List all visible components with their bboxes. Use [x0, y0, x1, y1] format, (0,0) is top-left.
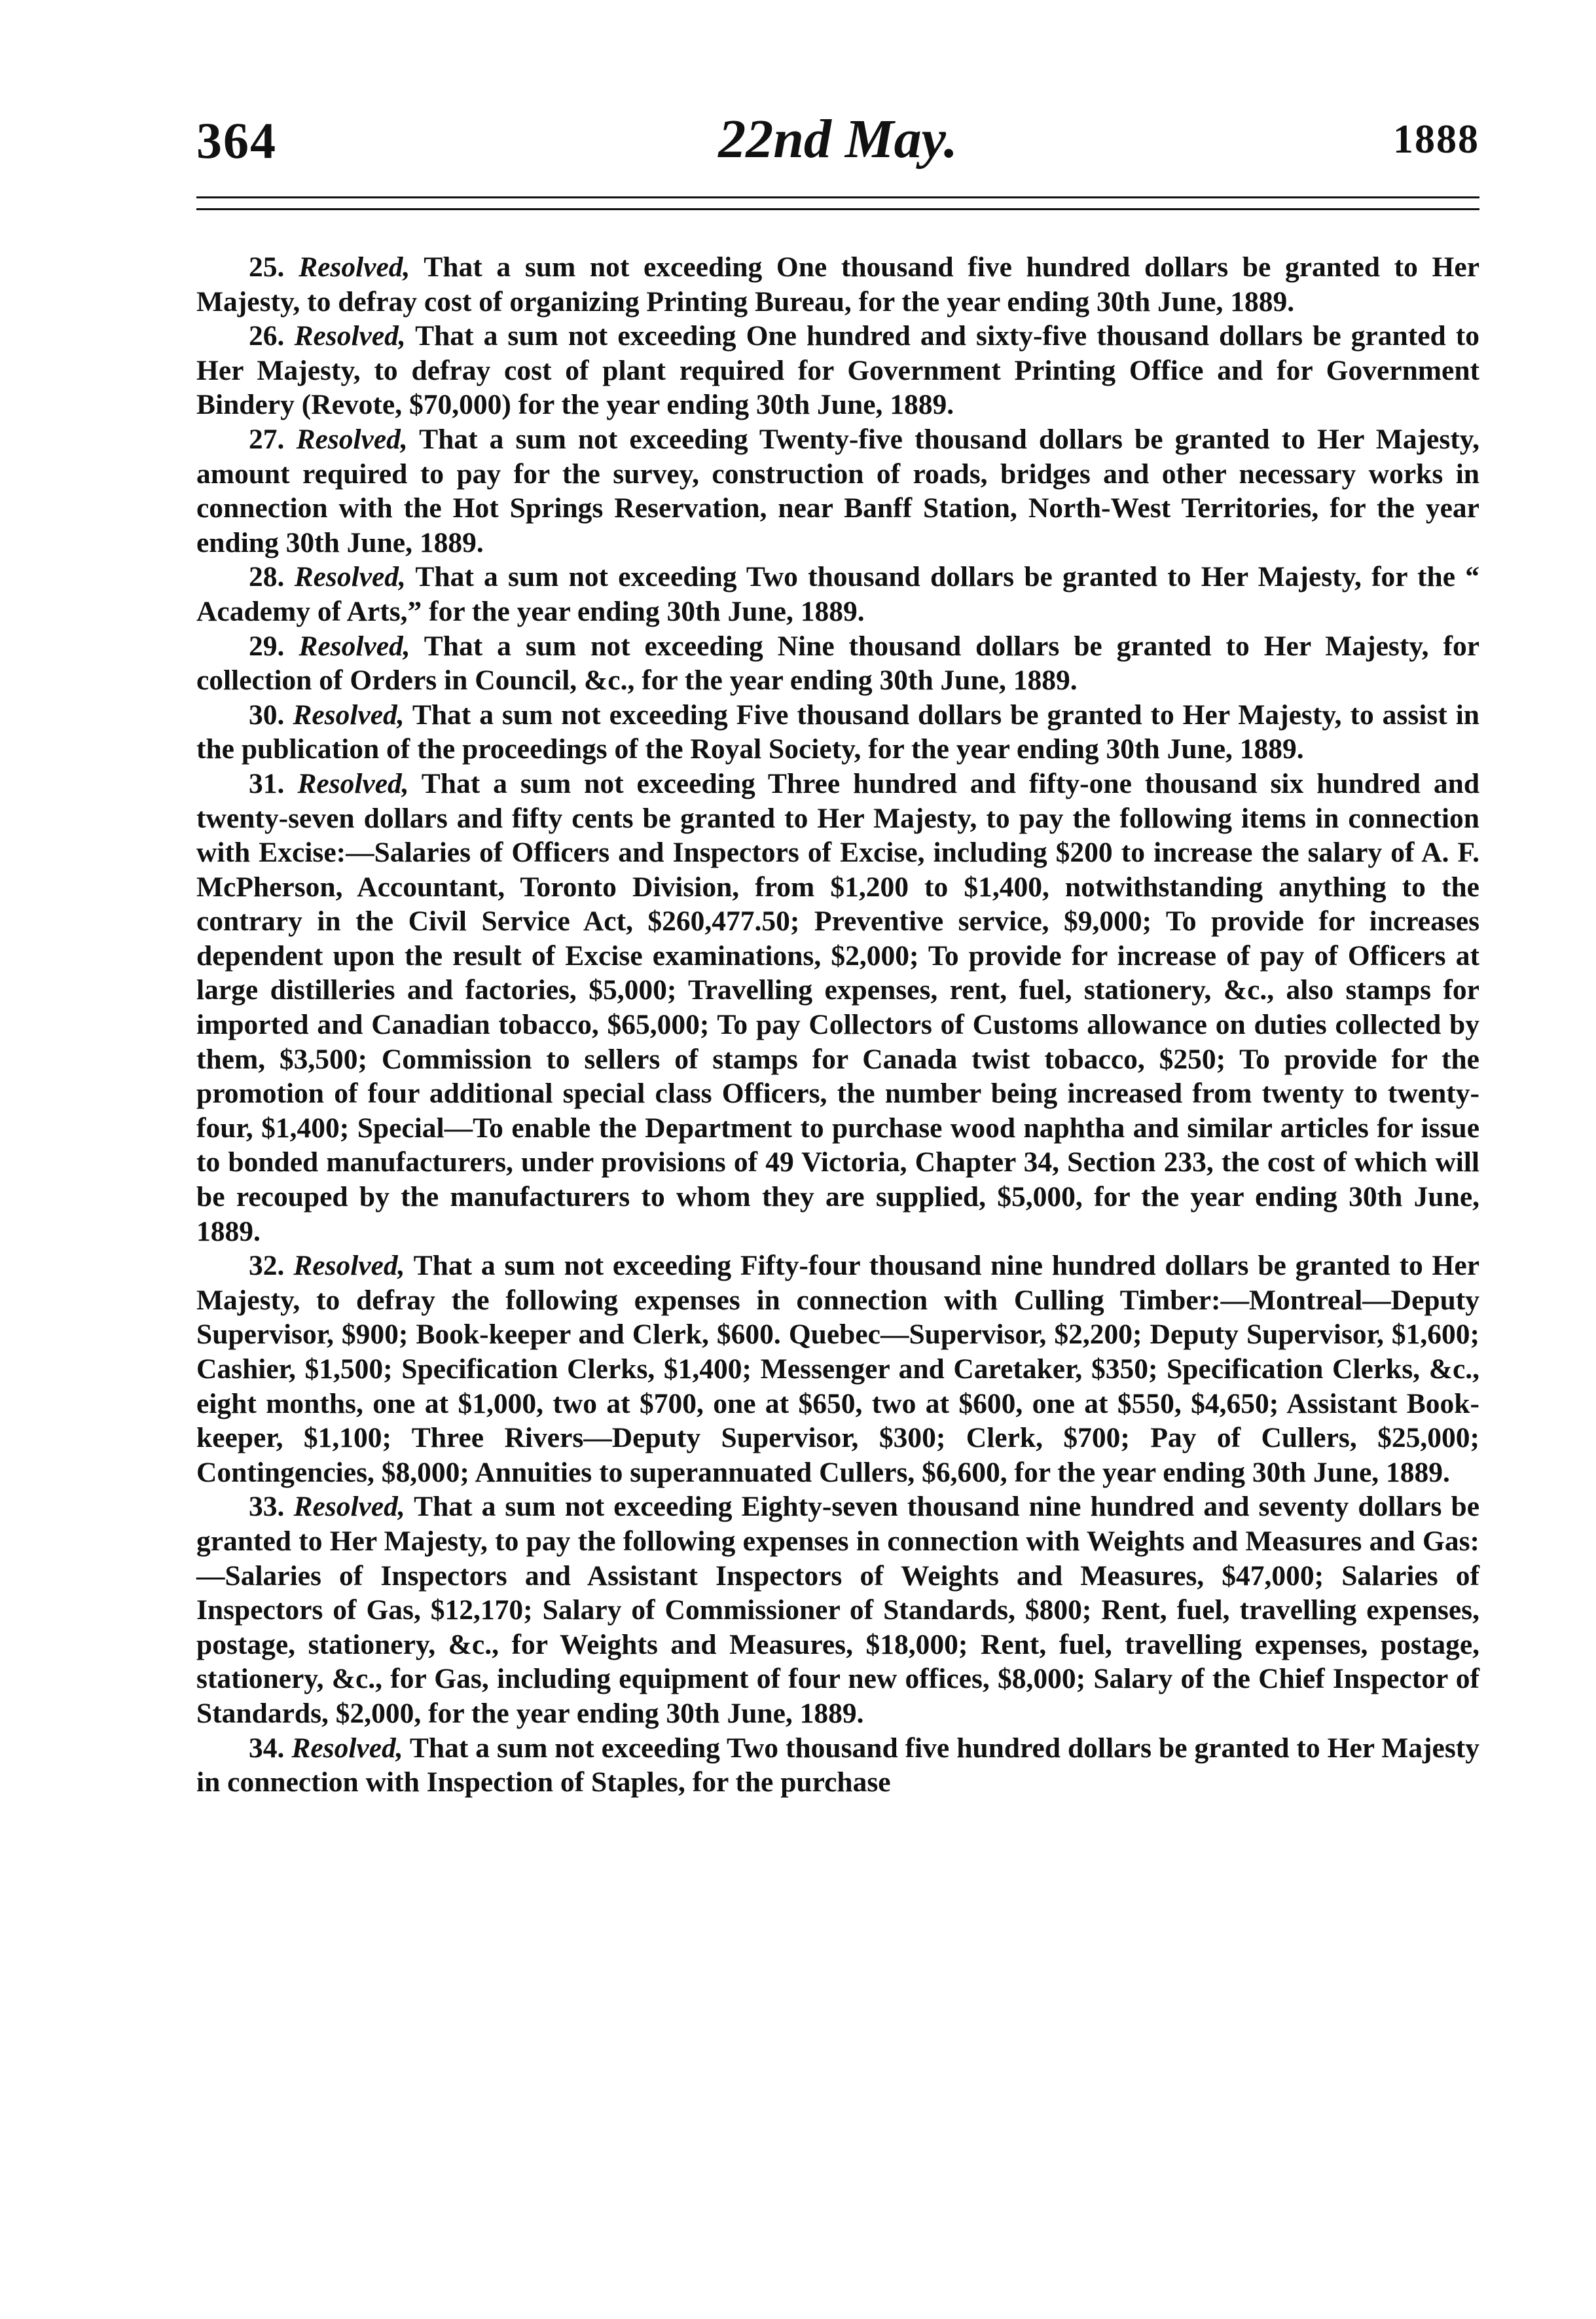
paragraph-text: That a sum not exceeding Two thousand dollars be granted to Her Majesty, for the “ Academy of Arts,” for the year ending 30th June, 1889.: [196, 561, 1480, 627]
resolved-label: Resolved,: [293, 1491, 405, 1523]
header-rule-top: [196, 196, 1479, 198]
running-title: 22nd May.: [718, 109, 958, 170]
paragraph-text: That a sum not exceeding Nine thousand dollars be granted to Her Majesty, for collection of Orders in Council, &c., for the year ending 30th June, 1889.: [196, 630, 1480, 697]
resolved-label: Resolved,: [294, 561, 406, 593]
paragraph-25: [196, 250, 1479, 319]
paragraph-number: 30.: [249, 699, 285, 731]
paragraph-33: [196, 1489, 1479, 1730]
paragraph-28: [196, 560, 1479, 629]
paragraph-number: 27.: [249, 423, 285, 455]
header-rule-bottom: [196, 208, 1479, 210]
page-number: 364: [196, 112, 277, 169]
paragraph-text: That a sum not exceeding One thousand five hundred dollars be granted to Her Majesty, to defray cost of organizing Printing Bureau, for the year ending 30th June, 1889.: [196, 251, 1480, 318]
paragraph-number: 28.: [249, 561, 285, 593]
resolved-label: Resolved,: [299, 251, 410, 283]
resolved-label: Resolved,: [294, 320, 406, 352]
paragraph-number: 29.: [249, 630, 285, 662]
paragraph-number: 26.: [249, 320, 285, 352]
paragraph-text: That a sum not exceeding Three hundred and fifty-one thousand six hundred and twenty-seven dollars and fifty cents be granted to Her Majesty, to pay the following items in connection with Excise:—Salaries of Officers and Inspectors of Excise, including $200 to increase the salary of A. F. McPherson, Accountant, Toronto Division, from $1,200 to $1,400, notwithstanding anything to the contrary in the Civil Service Act, $260,477.50; Preventive service, $9,000; To provide for increases dependent upon the result of Excise examinations, $2,000; To provide for increase of pay of Officers at large distilleries and factories, $5,000; Travelling expenses, rent, fuel, stationery, &c., also stamps for imported and Canadian tobacco, $65,000; To pay Collectors of Customs allowance on duties collected by them, $3,500; Commission to sellers of stamps for Canada twist tobacco, $250; To provide for the promotion of four additional special class Officers, the number being increased from twenty to twenty-four, $1,400; Special—To enable the Department to purchase wood naphtha and similar articles for issue to bonded manufacturers, under provisions of 49 Victoria, Chapter 34, Section 233, the cost of which will be recouped by the manufacturers to whom they are supplied, $5,000, for the year ending 30th June, 1889.: [196, 767, 1480, 1247]
paragraph-number: 34.: [249, 1732, 285, 1764]
paragraph-text: That a sum not exceeding Fifty-four thousand nine hundred dollars be granted to Her Majesty, to defray the following expenses in connection with Culling Timber:—Montreal—Deputy Supervisor, $900; Book-keeper and Clerk, $600. Quebec—Supervisor, $2,200; Deputy Supervisor, $1,600; Cashier, $1,500; Specification Clerks, $1,400; Messenger and Caretaker, $350; Specification Clerks, &c., eight months, one at $1,000, two at $700, one at $650, two at $600, one at $550, $4,650; Assistant Book-keeper, $1,100; Three Rivers—Deputy Supervisor, $300; Clerk, $700; Pay of Cullers, $25,000; Contingencies, $8,000; Annuities to superannuated Cullers, $6,600, for the year ending 30th June, 1889.: [196, 1250, 1480, 1488]
paragraph-text: That a sum not exceeding Twenty-five thousand dollars be granted to Her Majesty, amount required to pay for the survey, construction of roads, bridges and other necessary works in connection with the Hot Springs Reservation, near Banff Station, North-West Territories, for the year ending 30th June, 1889.: [196, 423, 1480, 558]
paragraph-number: 25.: [249, 251, 285, 283]
paragraph-text: That a sum not exceeding Eighty-seven thousand nine hundred and seventy dollars be granted to Her Majesty, to pay the following expenses in connection with Weights and Measures and Gas:—Salaries of Inspectors and Assistant Inspectors of Weights and Measures, $47,000; Salaries of Inspectors of Gas, $12,170; Salary of Commissioner of Standards, $800; Rent, fuel, travelling expenses, postage, stationery, &c., for Weights and Measures, $18,000; Rent, fuel, travelling expenses, postage, stationery, &c., for Gas, including equipment of four new offices, $8,000; Salary of the Chief Inspector of Standards, $2,000, for the year ending 30th June, 1889.: [196, 1491, 1480, 1729]
resolved-label: Resolved,: [293, 1250, 405, 1282]
resolved-label: Resolved,: [291, 1732, 403, 1764]
header-year: 1888: [1393, 117, 1479, 162]
paragraph-text: That a sum not exceeding One hundred and sixty-five thousand dollars be granted to Her Majesty, to defray cost of plant required for Government Printing Office and for Government Bindery (Revote, $70,000) for the year ending 30th June, 1889.: [196, 320, 1480, 421]
paragraph-26: [196, 319, 1479, 422]
paragraph-number: 33.: [249, 1491, 285, 1523]
paragraph-text: That a sum not exceeding Two thousand five hundred dollars be granted to Her Majesty in connection with Inspection of Staples, for the purchase: [196, 1732, 1480, 1799]
resolved-label: Resolved,: [293, 699, 405, 731]
paragraph-34: [196, 1731, 1479, 1800]
paragraph-30: [196, 698, 1479, 767]
body-text: [196, 250, 1479, 1800]
paragraph-number: 32.: [249, 1250, 285, 1282]
resolved-label: Resolved,: [297, 767, 409, 799]
paragraph-number: 31.: [249, 767, 285, 799]
paragraph-29: [196, 629, 1479, 698]
resolved-label: Resolved,: [296, 423, 408, 455]
paragraph-text: That a sum not exceeding Five thousand dollars be granted to Her Majesty, to assist in the publication of the proceedings of the Royal Society, for the year ending 30th June, 1889.: [196, 699, 1479, 765]
paragraph-32: [196, 1249, 1479, 1489]
paragraph-31: [196, 767, 1479, 1249]
paragraph-27: [196, 422, 1479, 560]
resolved-label: Resolved,: [299, 630, 410, 662]
page-header: [196, 111, 1479, 183]
